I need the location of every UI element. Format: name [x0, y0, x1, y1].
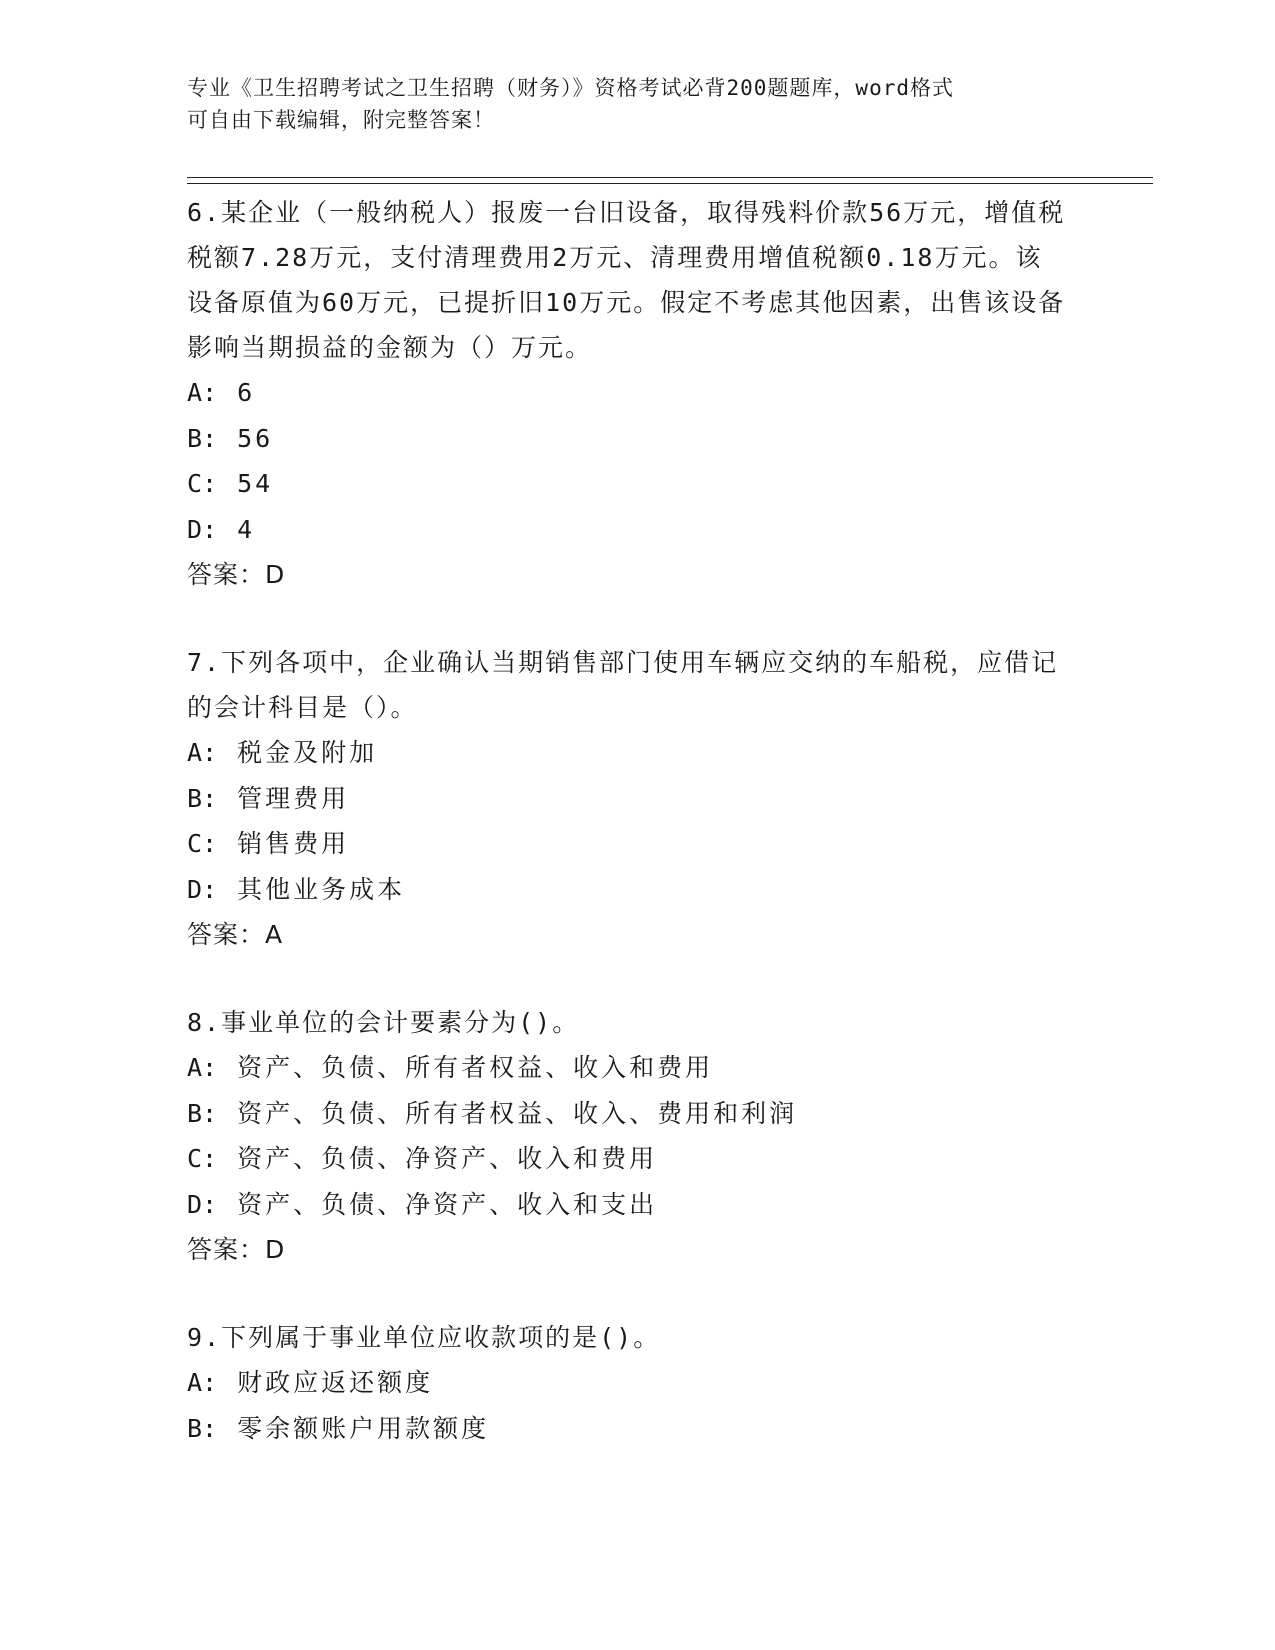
question-9: [187, 1315, 1067, 1451]
question-stem: 9.下列属于事业单位应收款项的是()。: [187, 1323, 661, 1352]
option-key: C:: [187, 1144, 218, 1173]
option-text: 管理费用: [237, 783, 350, 813]
option-key: A:: [187, 1053, 218, 1082]
option-a: [187, 1360, 1067, 1406]
option-key: C:: [187, 469, 218, 498]
option-text: 54: [237, 469, 274, 498]
answer-line: 答案：A: [187, 920, 284, 949]
question-7: [187, 640, 1067, 957]
option-key: A:: [187, 1368, 218, 1397]
header-rule-bottom: [187, 183, 1153, 184]
option-key: D:: [187, 874, 218, 904]
option-c: [187, 461, 1067, 507]
option-a: [187, 730, 1067, 776]
option-d: [187, 867, 1067, 913]
option-text: 财政应返还额度: [237, 1368, 434, 1397]
option-key: B:: [187, 783, 218, 813]
document-header: [187, 72, 1067, 136]
option-a: [187, 370, 1067, 416]
option-key: C:: [187, 829, 218, 858]
option-text: 56: [237, 423, 274, 453]
option-text: 资产、负债、净资产、收入和支出: [237, 1189, 658, 1219]
header-line-1: 专业《卫生招聘考试之卫生招聘（财务）》资格考试必背200题题库，word格式: [187, 76, 954, 100]
answer-line: 答案：D: [187, 1235, 286, 1264]
option-c: [187, 1136, 1067, 1182]
option-a: [187, 1045, 1067, 1091]
question-list: [187, 190, 1067, 1494]
option-key: D:: [187, 514, 218, 544]
question-stem: 7.下列各项中，企业确认当期销售部门使用车辆应交纳的车船税，应借记的会计科目是（）。: [187, 648, 1059, 722]
option-text: 4: [237, 514, 256, 544]
option-key: D:: [187, 1189, 218, 1219]
option-key: A:: [187, 378, 218, 407]
option-d: [187, 507, 1067, 553]
option-key: B:: [187, 1413, 218, 1443]
option-text: 6: [237, 378, 256, 407]
option-key: A:: [187, 738, 218, 767]
question-6: [187, 190, 1067, 597]
question-8: [187, 1000, 1067, 1272]
option-text: 其他业务成本: [237, 874, 406, 904]
option-key: B:: [187, 1098, 218, 1128]
option-text: 销售费用: [237, 829, 350, 858]
answer-line: 答案：D: [187, 560, 286, 589]
option-c: [187, 821, 1067, 867]
header-rule-top: [187, 177, 1153, 178]
option-b: [187, 776, 1067, 822]
header-line-2: 可自由下载编辑，附完整答案！: [187, 108, 495, 132]
option-text: 资产、负债、所有者权益、收入和费用: [237, 1053, 714, 1082]
option-text: 资产、负债、净资产、收入和费用: [237, 1144, 658, 1173]
question-stem: 8.事业单位的会计要素分为()。: [187, 1008, 580, 1037]
option-text: 税金及附加: [237, 738, 378, 767]
option-b: [187, 1091, 1067, 1137]
question-stem: 6.某企业（一般纳税人）报废一台旧设备，取得残料价款56万元，增值税税额7.28万元，支付清理费用2万元、清理费用增值税额0.18万元。该设备原值为60万元，已提折旧10万元。假定不考虑其他因素，出售该设备影响当期损益的金额为（）万元。: [187, 198, 1066, 362]
option-d: [187, 1182, 1067, 1228]
option-key: B:: [187, 423, 218, 453]
option-text: 零余额账户用款额度: [237, 1413, 490, 1443]
option-b: [187, 416, 1067, 462]
option-b: [187, 1406, 1067, 1452]
option-text: 资产、负债、所有者权益、收入、费用和利润: [237, 1098, 798, 1128]
